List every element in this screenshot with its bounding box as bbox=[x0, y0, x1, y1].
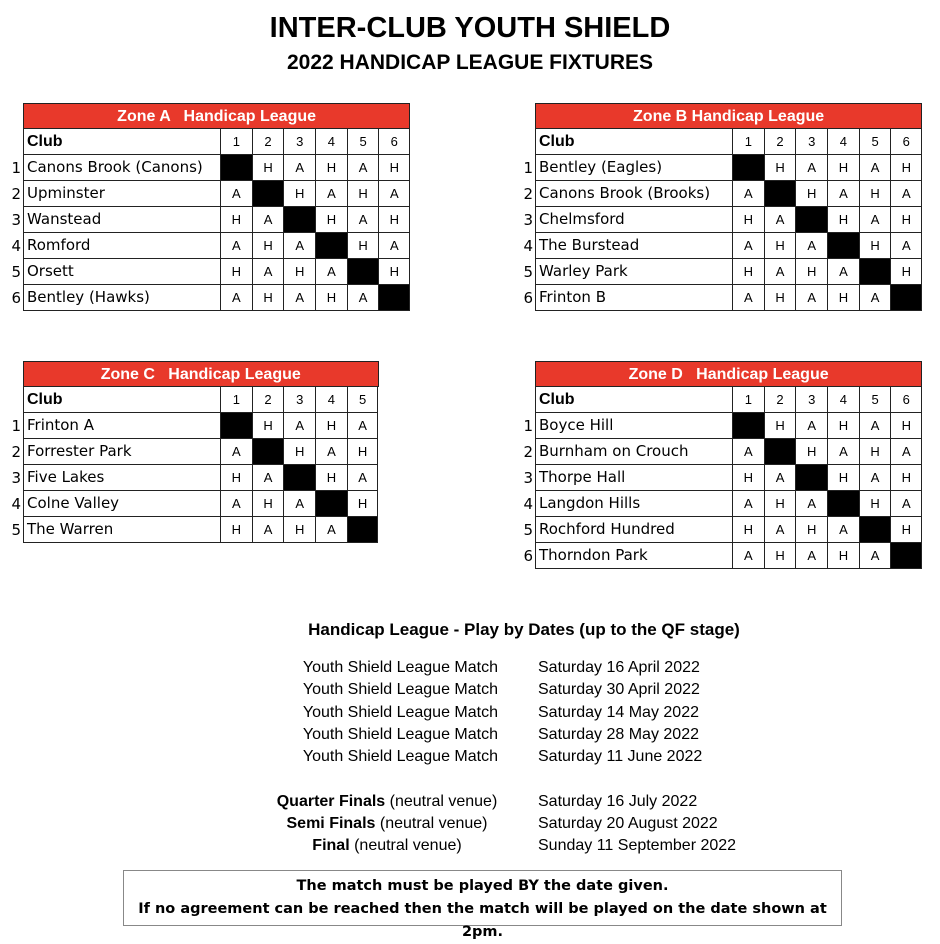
column-number: 4 bbox=[315, 129, 347, 155]
club-column-header: Club bbox=[23, 129, 220, 155]
row-number: 1 bbox=[11, 417, 21, 435]
self-match-cell bbox=[283, 465, 315, 491]
table-row bbox=[11, 465, 378, 491]
fixture-cell: H bbox=[827, 543, 859, 569]
self-match-cell bbox=[252, 439, 284, 465]
club-name: Colne Valley bbox=[23, 491, 220, 517]
self-match-cell bbox=[220, 155, 252, 181]
fixture-cell: H bbox=[732, 259, 764, 285]
fixture-cell: A bbox=[347, 413, 379, 439]
fixture-cell: A bbox=[315, 181, 347, 207]
fixture-cell: H bbox=[252, 155, 284, 181]
fixture-cell: H bbox=[252, 285, 284, 311]
self-match-cell bbox=[347, 259, 379, 285]
fixture-cell: A bbox=[220, 233, 252, 259]
league-match-date: Saturday 28 May 2022 bbox=[538, 725, 699, 743]
column-number: 4 bbox=[827, 387, 859, 413]
fixture-cell: A bbox=[827, 439, 859, 465]
finals-stage-label bbox=[250, 837, 524, 855]
league-match-label: Youth Shield League Match bbox=[302, 659, 498, 676]
club-name: Canons Brook (Brooks) bbox=[535, 181, 732, 207]
fixture-cell: A bbox=[795, 285, 827, 311]
fixture-cell: H bbox=[764, 233, 796, 259]
table-row bbox=[11, 285, 410, 311]
column-number: 2 bbox=[252, 129, 284, 155]
table-row bbox=[11, 155, 410, 181]
zone-header: Zone B Handicap League bbox=[535, 103, 922, 129]
fixture-cell: H bbox=[827, 155, 859, 181]
fixture-cell: H bbox=[764, 543, 796, 569]
fixture-cell: A bbox=[220, 491, 252, 517]
fixture-cell: H bbox=[283, 181, 315, 207]
club-name: Five Lakes bbox=[23, 465, 220, 491]
fixture-cell: A bbox=[890, 181, 922, 207]
row-number: 5 bbox=[523, 263, 533, 281]
club-name: Thorndon Park bbox=[535, 543, 732, 569]
venue: (neutral venue) bbox=[349, 837, 462, 854]
column-number: 5 bbox=[347, 129, 379, 155]
club-column-header: Club bbox=[535, 129, 732, 155]
fixture-cell: A bbox=[890, 491, 922, 517]
fixture-cell: A bbox=[795, 155, 827, 181]
column-number: 4 bbox=[827, 129, 859, 155]
column-number: 6 bbox=[890, 387, 922, 413]
league-match-label: Youth Shield League Match bbox=[302, 725, 498, 743]
row-number: 3 bbox=[11, 211, 21, 229]
fixture-cell: A bbox=[764, 259, 796, 285]
row-number: 5 bbox=[523, 521, 533, 539]
club-name: Wanstead bbox=[23, 207, 220, 233]
row-number: 4 bbox=[523, 237, 533, 255]
fixture-cell: H bbox=[283, 517, 315, 543]
self-match-cell bbox=[890, 543, 922, 569]
club-name: Romford bbox=[23, 233, 220, 259]
fixture-cell: H bbox=[315, 413, 347, 439]
column-number: 1 bbox=[732, 129, 764, 155]
fixture-cell: H bbox=[827, 285, 859, 311]
row-number: 6 bbox=[523, 547, 533, 565]
row-number: 2 bbox=[523, 185, 533, 203]
club-name: Thorpe Hall bbox=[535, 465, 732, 491]
row-number: 2 bbox=[11, 185, 21, 203]
table-row bbox=[11, 491, 378, 517]
note-line-2: If no agreement can be reached then the match will be played on the date shown at 2pm. bbox=[138, 901, 827, 940]
fixture-cell: A bbox=[347, 207, 379, 233]
fixture-cell: H bbox=[859, 439, 891, 465]
self-match-cell bbox=[252, 181, 284, 207]
fixture-cell: A bbox=[220, 285, 252, 311]
venue: (neutral venue) bbox=[375, 815, 488, 832]
table-row bbox=[11, 517, 378, 543]
fixture-cell: A bbox=[859, 465, 891, 491]
row-number: 1 bbox=[11, 159, 21, 177]
table-row bbox=[523, 439, 922, 465]
fixture-cell: A bbox=[347, 285, 379, 311]
fixture-cell: A bbox=[795, 233, 827, 259]
fixture-cell: A bbox=[252, 465, 284, 491]
fixture-cell: H bbox=[315, 285, 347, 311]
fixture-cell: H bbox=[252, 233, 284, 259]
header-row bbox=[23, 129, 410, 155]
zone-header: Zone C Handicap League bbox=[23, 361, 379, 387]
fixture-cell: H bbox=[859, 491, 891, 517]
fixture-cell: H bbox=[378, 155, 410, 181]
fixture-cell: A bbox=[764, 465, 796, 491]
fixture-cell: A bbox=[252, 259, 284, 285]
fixture-cell: H bbox=[347, 233, 379, 259]
header-row bbox=[23, 387, 378, 413]
club-name: Frinton B bbox=[535, 285, 732, 311]
fixture-cell: H bbox=[347, 439, 379, 465]
fixture-cell: H bbox=[890, 517, 922, 543]
fixture-cell: A bbox=[890, 439, 922, 465]
fixture-cell: A bbox=[795, 413, 827, 439]
club-name: Rochford Hundred bbox=[535, 517, 732, 543]
finals-date: Saturday 16 July 2022 bbox=[538, 793, 698, 810]
table-row bbox=[11, 207, 410, 233]
club-name: The Burstead bbox=[535, 233, 732, 259]
fixture-cell: H bbox=[795, 181, 827, 207]
fixture-cell: H bbox=[764, 491, 796, 517]
table-row bbox=[11, 439, 378, 465]
stage-name: Quarter Finals bbox=[276, 793, 386, 810]
row-number: 1 bbox=[523, 417, 533, 435]
self-match-cell bbox=[315, 491, 347, 517]
fixture-cell: A bbox=[378, 181, 410, 207]
self-match-cell bbox=[764, 181, 796, 207]
fixture-cell: A bbox=[764, 207, 796, 233]
fixture-cell: A bbox=[347, 155, 379, 181]
fixture-cell: H bbox=[347, 181, 379, 207]
note-line-1: The match must be played BY the date given. bbox=[296, 878, 669, 894]
fixture-cell: H bbox=[252, 413, 284, 439]
self-match-cell bbox=[378, 285, 410, 311]
note-box bbox=[123, 870, 842, 940]
self-match-cell bbox=[827, 491, 859, 517]
fixture-cell: A bbox=[732, 181, 764, 207]
fixture-cell: H bbox=[252, 491, 284, 517]
fixture-cell: H bbox=[220, 259, 252, 285]
fixture-cell: A bbox=[378, 233, 410, 259]
self-match-cell bbox=[347, 517, 379, 543]
self-match-cell bbox=[732, 155, 764, 181]
table-row bbox=[523, 155, 922, 181]
row-number: 5 bbox=[11, 521, 21, 539]
column-number: 3 bbox=[795, 387, 827, 413]
finals-stage-label bbox=[250, 815, 524, 833]
fixture-cell: H bbox=[890, 207, 922, 233]
stage-name: Final bbox=[312, 837, 350, 854]
table-row bbox=[11, 181, 410, 207]
fixture-cell: A bbox=[859, 155, 891, 181]
fixture-cell: H bbox=[378, 259, 410, 285]
self-match-cell bbox=[220, 413, 252, 439]
fixture-cell: A bbox=[732, 543, 764, 569]
fixture-cell: H bbox=[859, 181, 891, 207]
club-name: Bentley (Hawks) bbox=[23, 285, 220, 311]
fixture-cell: H bbox=[220, 207, 252, 233]
fixture-cell: A bbox=[315, 517, 347, 543]
table-row bbox=[523, 259, 922, 285]
self-match-cell bbox=[859, 259, 891, 285]
column-number: 5 bbox=[859, 129, 891, 155]
club-name: Bentley (Eagles) bbox=[535, 155, 732, 181]
column-number: 2 bbox=[252, 387, 284, 413]
club-column-header: Club bbox=[535, 387, 732, 413]
table-row bbox=[523, 233, 922, 259]
league-match-date: Saturday 16 April 2022 bbox=[538, 659, 700, 676]
fixture-cell: H bbox=[732, 465, 764, 491]
fixture-cell: H bbox=[795, 439, 827, 465]
fixture-cell: A bbox=[795, 491, 827, 517]
fixture-cell: H bbox=[890, 155, 922, 181]
self-match-cell bbox=[764, 439, 796, 465]
row-number: 3 bbox=[523, 211, 533, 229]
row-number: 3 bbox=[523, 469, 533, 487]
fixture-cell: A bbox=[732, 285, 764, 311]
club-name: Burnham on Crouch bbox=[535, 439, 732, 465]
schedule-heading: Handicap League - Play by Dates (up to the QF stage) bbox=[308, 620, 740, 639]
fixture-cell: A bbox=[859, 285, 891, 311]
self-match-cell bbox=[795, 207, 827, 233]
club-name: Canons Brook (Canons) bbox=[23, 155, 220, 181]
fixture-cell: A bbox=[315, 439, 347, 465]
row-number: 3 bbox=[11, 469, 21, 487]
fixture-cell: H bbox=[827, 465, 859, 491]
fixture-cell: H bbox=[220, 465, 252, 491]
club-name: The Warren bbox=[23, 517, 220, 543]
fixture-cell: A bbox=[732, 233, 764, 259]
fixture-cell: H bbox=[827, 207, 859, 233]
row-number: 5 bbox=[11, 263, 21, 281]
column-number: 4 bbox=[315, 387, 347, 413]
table-row bbox=[523, 413, 922, 439]
table-row bbox=[523, 285, 922, 311]
column-number: 2 bbox=[764, 387, 796, 413]
row-number: 2 bbox=[11, 443, 21, 461]
league-match-date: Saturday 30 April 2022 bbox=[538, 681, 700, 699]
fixture-cell: A bbox=[283, 413, 315, 439]
column-number: 2 bbox=[764, 129, 796, 155]
table-row bbox=[523, 543, 922, 569]
header-row bbox=[535, 129, 922, 155]
fixture-cell: H bbox=[220, 517, 252, 543]
club-name: Langdon Hills bbox=[535, 491, 732, 517]
fixture-cell: A bbox=[795, 543, 827, 569]
fixture-cell: H bbox=[378, 207, 410, 233]
fixture-cell: H bbox=[347, 491, 379, 517]
column-number: 3 bbox=[283, 387, 315, 413]
fixture-cell: A bbox=[732, 491, 764, 517]
fixture-cell: H bbox=[283, 439, 315, 465]
self-match-cell bbox=[795, 465, 827, 491]
page-subtitle: 2022 HANDICAP LEAGUE FIXTURES bbox=[286, 51, 654, 74]
fixture-cell: A bbox=[283, 155, 315, 181]
fixture-cell: H bbox=[315, 465, 347, 491]
fixture-cell: A bbox=[827, 181, 859, 207]
venue: (neutral venue) bbox=[385, 793, 498, 810]
fixture-cell: H bbox=[764, 285, 796, 311]
zone-header: Zone D Handicap League bbox=[535, 361, 922, 387]
table-row bbox=[523, 207, 922, 233]
fixture-cell: A bbox=[827, 517, 859, 543]
fixture-cell: A bbox=[764, 517, 796, 543]
fixture-cell: A bbox=[827, 259, 859, 285]
fixture-cell: H bbox=[315, 155, 347, 181]
header-row bbox=[535, 387, 922, 413]
fixture-cell: A bbox=[252, 517, 284, 543]
row-number: 2 bbox=[523, 443, 533, 461]
club-name: Upminster bbox=[23, 181, 220, 207]
fixture-cell: H bbox=[890, 465, 922, 491]
fixture-cell: A bbox=[859, 543, 891, 569]
column-number: 3 bbox=[283, 129, 315, 155]
fixture-cell: H bbox=[859, 233, 891, 259]
club-name: Frinton A bbox=[23, 413, 220, 439]
table-row bbox=[11, 233, 410, 259]
club-name: Warley Park bbox=[535, 259, 732, 285]
column-number: 1 bbox=[220, 129, 252, 155]
table-row bbox=[11, 413, 378, 439]
fixture-cell: A bbox=[890, 233, 922, 259]
fixture-cell: H bbox=[732, 517, 764, 543]
club-name: Orsett bbox=[23, 259, 220, 285]
column-number: 5 bbox=[347, 387, 379, 413]
fixture-cell: A bbox=[732, 439, 764, 465]
row-number: 4 bbox=[11, 495, 21, 513]
fixture-cell: H bbox=[764, 413, 796, 439]
self-match-cell bbox=[315, 233, 347, 259]
column-number: 1 bbox=[220, 387, 252, 413]
fixture-cell: A bbox=[315, 259, 347, 285]
fixture-cell: A bbox=[252, 207, 284, 233]
finals-date: Sunday 11 September 2022 bbox=[538, 837, 737, 854]
league-match-date: Saturday 11 June 2022 bbox=[538, 748, 703, 766]
fixture-cell: H bbox=[890, 259, 922, 285]
fixture-cell: H bbox=[283, 259, 315, 285]
table-row bbox=[523, 181, 922, 207]
fixture-cell: H bbox=[827, 413, 859, 439]
fixture-cell: A bbox=[220, 181, 252, 207]
zone-header: Zone A Handicap League bbox=[23, 103, 410, 129]
club-column-header: Club bbox=[23, 387, 220, 413]
row-number: 1 bbox=[523, 159, 533, 177]
fixture-cell: H bbox=[795, 259, 827, 285]
league-match-label: Youth Shield League Match bbox=[302, 703, 498, 721]
league-match-label: Youth Shield League Match bbox=[302, 748, 498, 766]
league-match-date: Saturday 14 May 2022 bbox=[538, 703, 699, 721]
column-number: 1 bbox=[732, 387, 764, 413]
table-row bbox=[523, 517, 922, 543]
self-match-cell bbox=[283, 207, 315, 233]
table-row bbox=[11, 259, 410, 285]
fixture-cell: A bbox=[220, 439, 252, 465]
fixture-cell: H bbox=[795, 517, 827, 543]
fixture-cell: A bbox=[347, 465, 379, 491]
table-row bbox=[523, 465, 922, 491]
stage-name: Semi Finals bbox=[286, 815, 376, 832]
self-match-cell bbox=[732, 413, 764, 439]
fixture-cell: H bbox=[764, 155, 796, 181]
club-name: Boyce Hill bbox=[535, 413, 732, 439]
fixture-cell: H bbox=[315, 207, 347, 233]
self-match-cell bbox=[859, 517, 891, 543]
fixture-cell: A bbox=[283, 491, 315, 517]
row-number: 6 bbox=[11, 289, 21, 307]
self-match-cell bbox=[890, 285, 922, 311]
table-row bbox=[523, 491, 922, 517]
club-name: Forrester Park bbox=[23, 439, 220, 465]
column-number: 3 bbox=[795, 129, 827, 155]
fixture-cell: A bbox=[283, 233, 315, 259]
fixture-cell: A bbox=[859, 413, 891, 439]
fixture-cell: H bbox=[890, 413, 922, 439]
league-match-label: Youth Shield League Match bbox=[302, 681, 498, 699]
column-number: 5 bbox=[859, 387, 891, 413]
self-match-cell bbox=[827, 233, 859, 259]
fixture-cell: H bbox=[732, 207, 764, 233]
row-number: 6 bbox=[523, 289, 533, 307]
page-title: INTER-CLUB YOUTH SHIELD bbox=[269, 12, 671, 44]
finals-date: Saturday 20 August 2022 bbox=[538, 815, 718, 832]
row-number: 4 bbox=[11, 237, 21, 255]
column-number: 6 bbox=[378, 129, 410, 155]
column-number: 6 bbox=[890, 129, 922, 155]
fixture-cell: A bbox=[283, 285, 315, 311]
row-number: 4 bbox=[523, 495, 533, 513]
club-name: Chelmsford bbox=[535, 207, 732, 233]
finals-stage-label bbox=[250, 793, 524, 811]
fixture-cell: A bbox=[859, 207, 891, 233]
